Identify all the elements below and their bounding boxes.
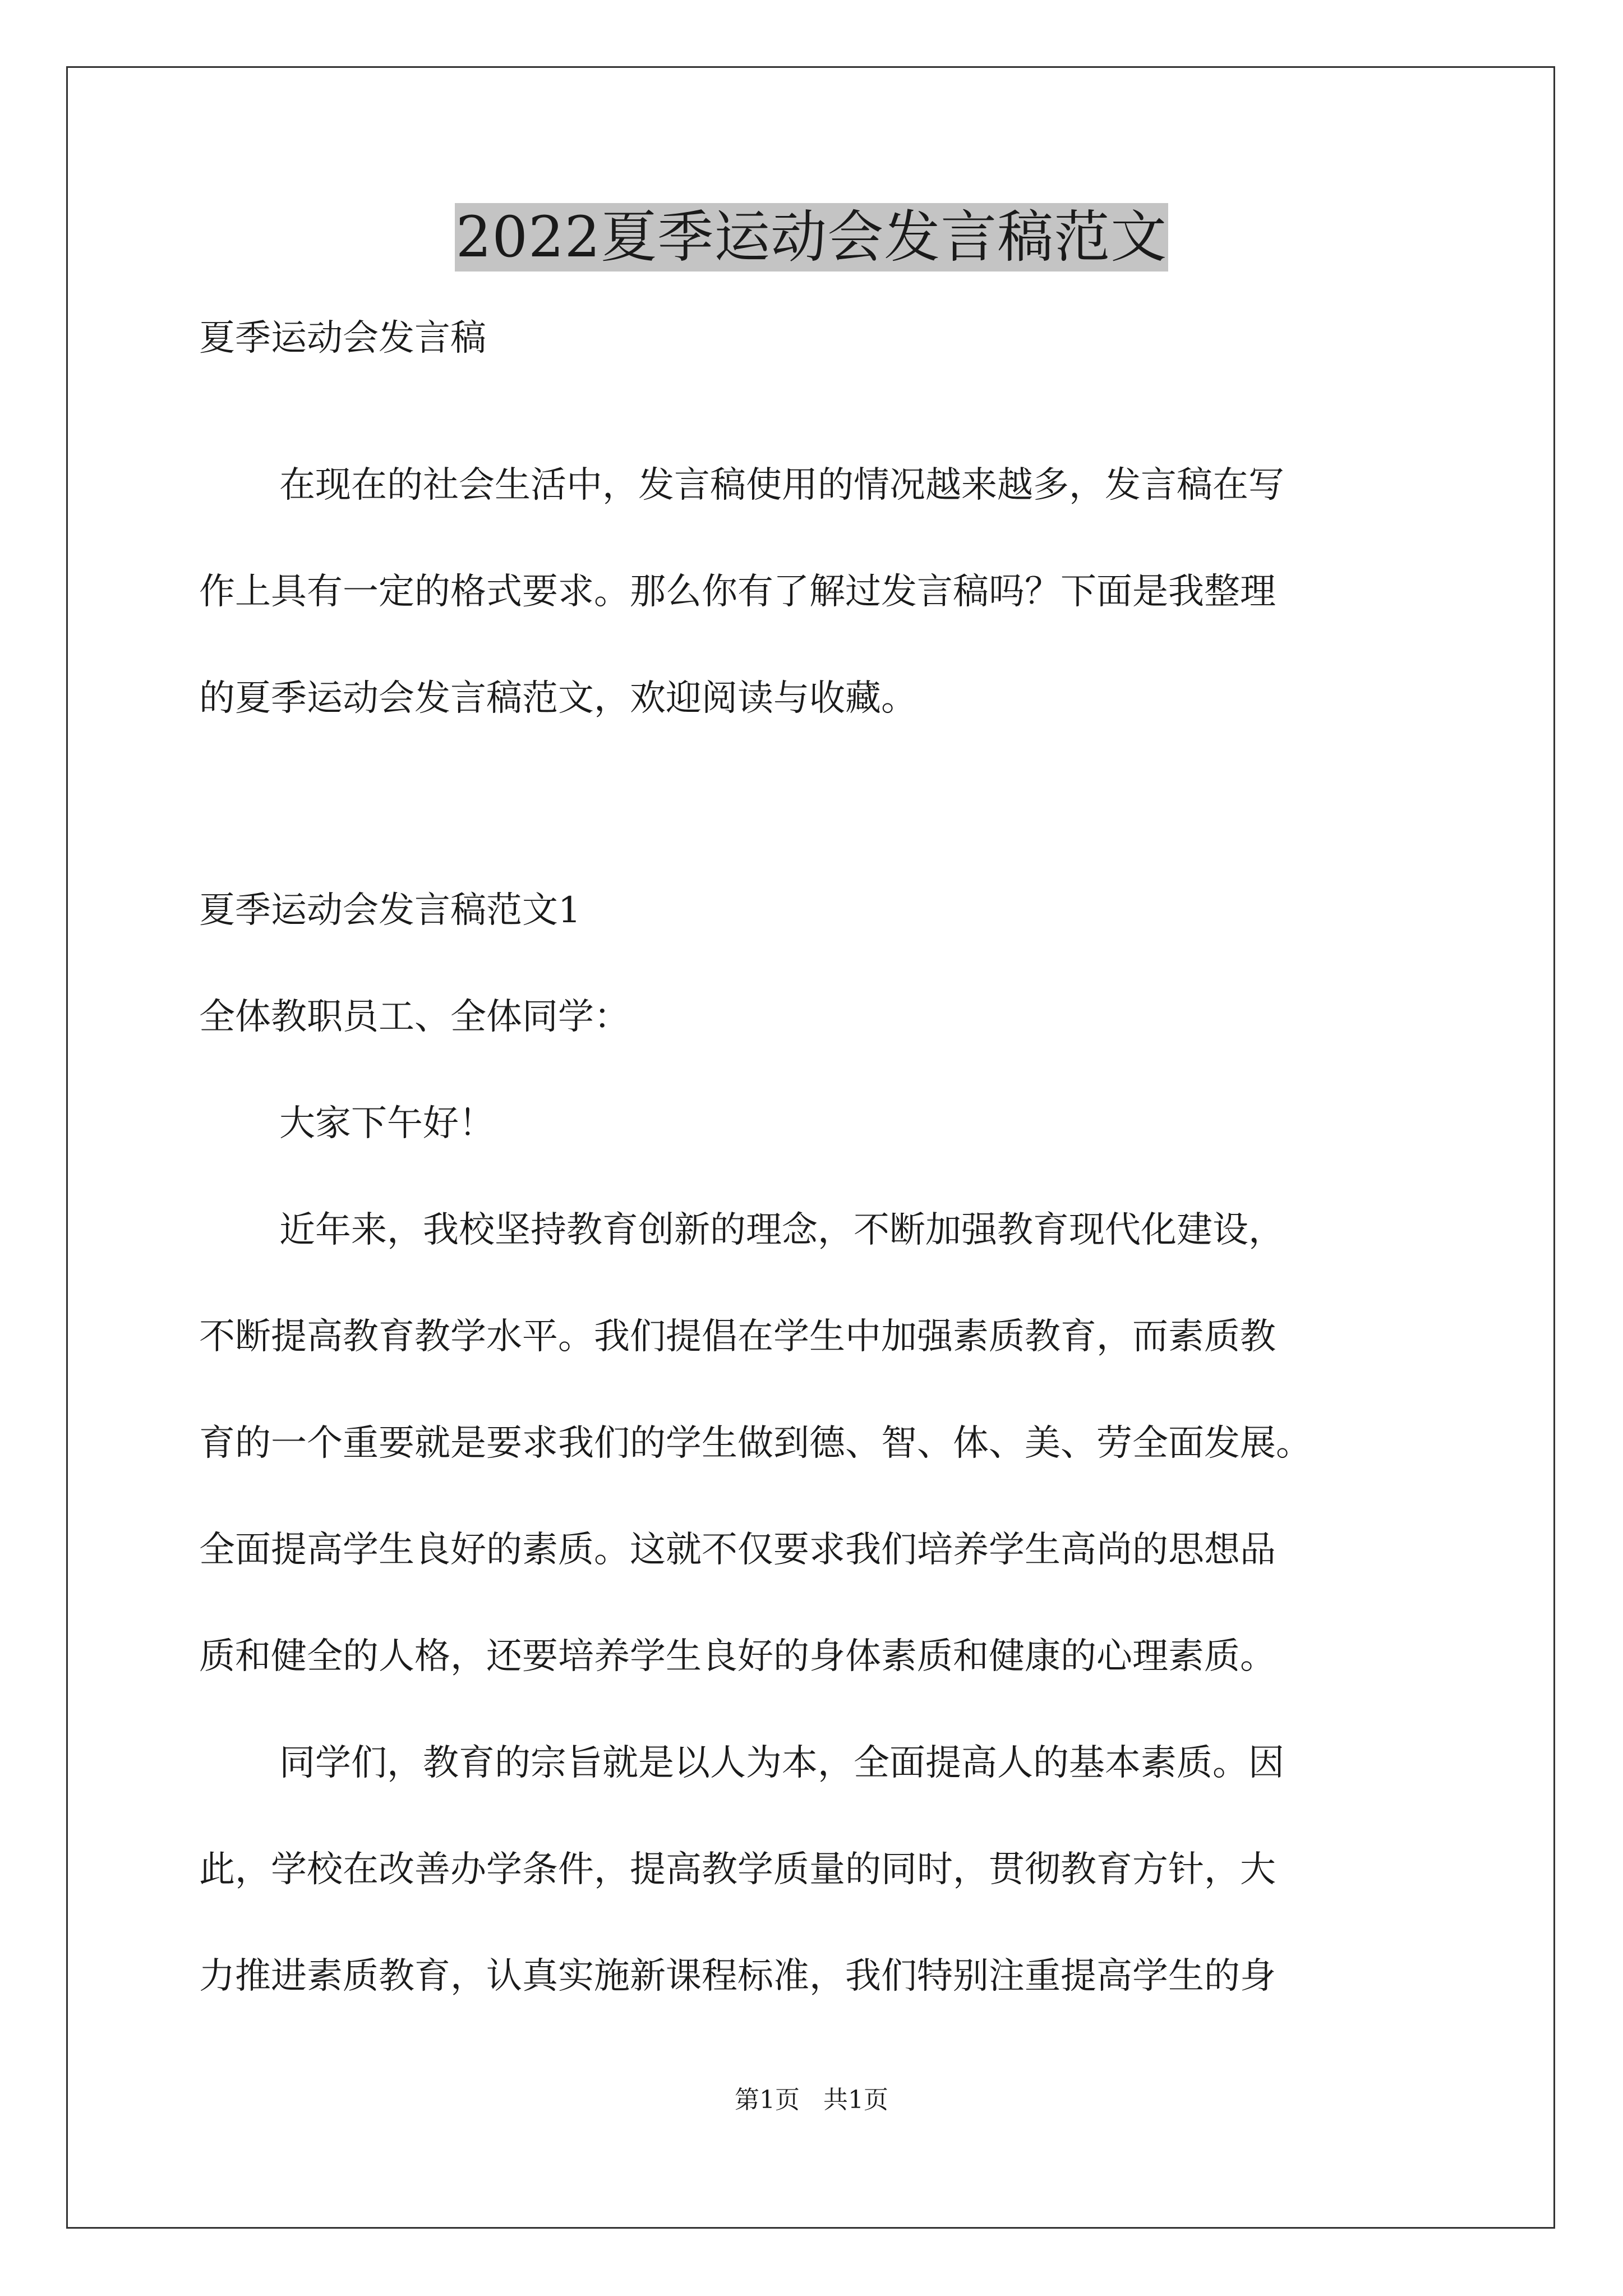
page-border bbox=[66, 66, 1555, 2229]
paragraph-line: 同学们，教育的宗旨就是以人为本，全面提高人的基本素质。因 bbox=[279, 1742, 1284, 1784]
paragraph-line: 在现在的社会生活中，发言稿使用的情况越来越多，发言稿在写 bbox=[279, 464, 1284, 506]
section-heading: 夏季运动会发言稿范文1 bbox=[199, 890, 581, 931]
paragraph-line: 作上具有一定的格式要求。那么你有了解过发言稿吗？下面是我整理 bbox=[199, 571, 1276, 613]
paragraph-line: 力推进素质教育，认真实施新课程标准，我们特别注重提高学生的身 bbox=[199, 1955, 1276, 1997]
salutation-line: 全体教职员工、全体同学： bbox=[199, 996, 630, 1038]
paragraph-line: 此，学校在改善办学条件，提高教学质量的同时，贯彻教育方针，大 bbox=[199, 1849, 1276, 1890]
paragraph-line: 质和健全的人格，还要培养学生良好的身体素质和健康的心理素质。 bbox=[199, 1636, 1276, 1677]
paragraph-line: 不断提高教育教学水平。我们提倡在学生中加强素质教育，而素质教 bbox=[199, 1316, 1276, 1358]
paragraph-line: 近年来，我校坚持教育创新的理念，不断加强教育现代化建设， bbox=[279, 1209, 1284, 1251]
paragraph-line: 育的一个重要就是要求我们的学生做到德、智、体、美、劳全面发展。 bbox=[199, 1423, 1312, 1464]
page-footer bbox=[0, 2085, 1623, 2116]
paragraph-line: 全面提高学生良好的素质。这就不仅要求我们培养学生高尚的思想品 bbox=[199, 1529, 1276, 1571]
section-heading: 夏季运动会发言稿 bbox=[199, 318, 486, 359]
page-total: 共1页 bbox=[823, 2086, 888, 2114]
greeting-line: 大家下午好！ bbox=[279, 1103, 495, 1144]
page-number: 第1页 bbox=[735, 2086, 800, 2114]
document-title: 2022夏季运动会发言稿范文 bbox=[455, 203, 1169, 272]
paragraph-line: 的夏季运动会发言稿范文，欢迎阅读与收藏。 bbox=[199, 678, 917, 719]
title-container bbox=[0, 203, 1623, 272]
